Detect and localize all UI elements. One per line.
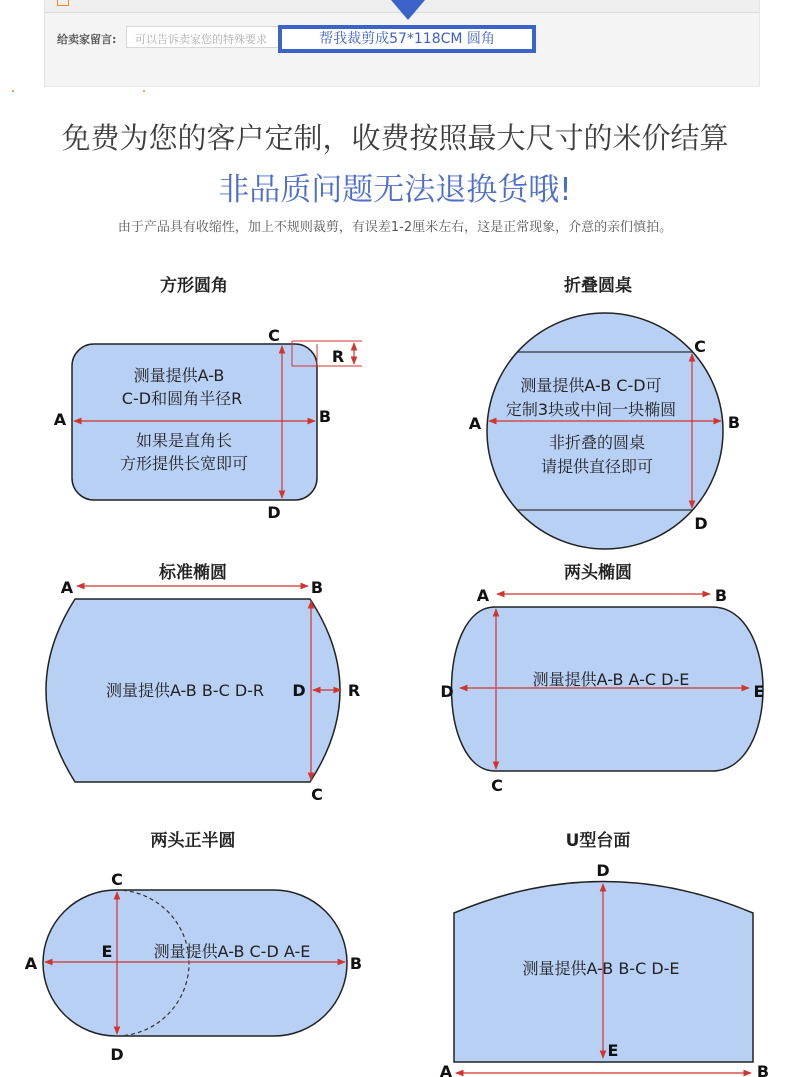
desc-line: 测量提供A-B C-D可 xyxy=(520,376,662,395)
point-c: C xyxy=(491,776,503,795)
point-a: A xyxy=(439,1062,453,1077)
point-a: A xyxy=(476,586,490,605)
title-square-rounded: 方形圆角 xyxy=(160,276,228,296)
title-standard-ellipse: 标准椭圆 xyxy=(159,563,227,583)
point-b: B xyxy=(318,407,332,426)
two-end-ellipse-shape xyxy=(452,607,764,771)
desc-line: 请提供直径即可 xyxy=(540,457,654,476)
point-c: C xyxy=(111,870,123,889)
point-b: B xyxy=(727,413,741,432)
point-e: E xyxy=(101,942,113,961)
desc-line: 如果是直角长 xyxy=(135,431,233,450)
message-label: 给卖家留言: xyxy=(57,33,117,46)
diagram-two-end-ellipse xyxy=(440,562,764,795)
point-a: A xyxy=(468,414,482,433)
point-d: D xyxy=(694,514,708,533)
point-a: A xyxy=(60,578,74,597)
diagram-square-rounded xyxy=(54,275,362,522)
title-folding-round-table: 折叠圆桌 xyxy=(564,276,632,296)
message-input[interactable]: 可以告诉卖家您的特殊要求 xyxy=(126,26,326,48)
round-table-shape xyxy=(487,313,723,549)
desc-line: 测量提供A-B B-C D-R xyxy=(105,681,265,700)
point-d: D xyxy=(267,503,281,522)
example-callout: 帮我裁剪成57*118CM 圆角 xyxy=(278,25,536,53)
desc-line: 测量提供A-B A-C D-E xyxy=(532,670,690,689)
point-c: C xyxy=(268,326,280,345)
title-u-countertop: U型台面 xyxy=(565,831,631,851)
desc-line: 测量提供A-B C-D A-E xyxy=(153,942,311,961)
shrink-note: 由于产品具有收缩性，加上不规则裁剪，有误差1-2厘米左右，这是正常现象，介意的亲们慎拍。 xyxy=(117,220,673,235)
diagram-u-countertop xyxy=(440,830,769,1077)
subheadline: 非品质问题无法退换货哦! xyxy=(218,172,572,208)
point-d: D xyxy=(110,1045,124,1064)
two-end-semicircle-shape xyxy=(43,890,347,1036)
title-two-end-semicircle: 两头正半圆 xyxy=(150,831,236,851)
point-b: B xyxy=(756,1062,770,1077)
diagram-folding-round-table xyxy=(469,275,740,549)
point-e: E xyxy=(607,1041,619,1060)
point-d: D xyxy=(440,682,454,701)
desc-line: 非折叠的圆桌 xyxy=(548,433,646,452)
desc-line: 方形提供长宽即可 xyxy=(119,454,249,473)
point-b: B xyxy=(349,954,363,973)
point-a: A xyxy=(53,410,67,429)
diagram-two-end-semicircle xyxy=(25,830,362,1064)
point-d: D xyxy=(596,861,610,880)
desc-line: C-D和圆角半径R xyxy=(121,389,243,408)
title-two-end-ellipse: 两头椭圆 xyxy=(564,563,632,583)
point-b: B xyxy=(310,578,324,597)
diagram-standard-ellipse xyxy=(46,562,360,804)
point-d: D xyxy=(292,681,306,700)
point-c: C xyxy=(694,337,706,356)
point-a: A xyxy=(24,954,38,973)
point-r: R xyxy=(347,681,361,700)
point-b: B xyxy=(714,586,728,605)
desc-line: 测量提供A-B B-C D-E xyxy=(522,959,680,978)
desc-line: 测量提供A-B xyxy=(133,366,225,385)
point-c: C xyxy=(311,785,323,804)
point-r: R xyxy=(331,347,345,366)
headline: 免费为您的客户定制，收费按照最大尺寸的米价结算 xyxy=(61,121,729,155)
point-e: E xyxy=(753,682,765,701)
desc-line: 定制3块或中间一块椭圆 xyxy=(505,400,677,419)
